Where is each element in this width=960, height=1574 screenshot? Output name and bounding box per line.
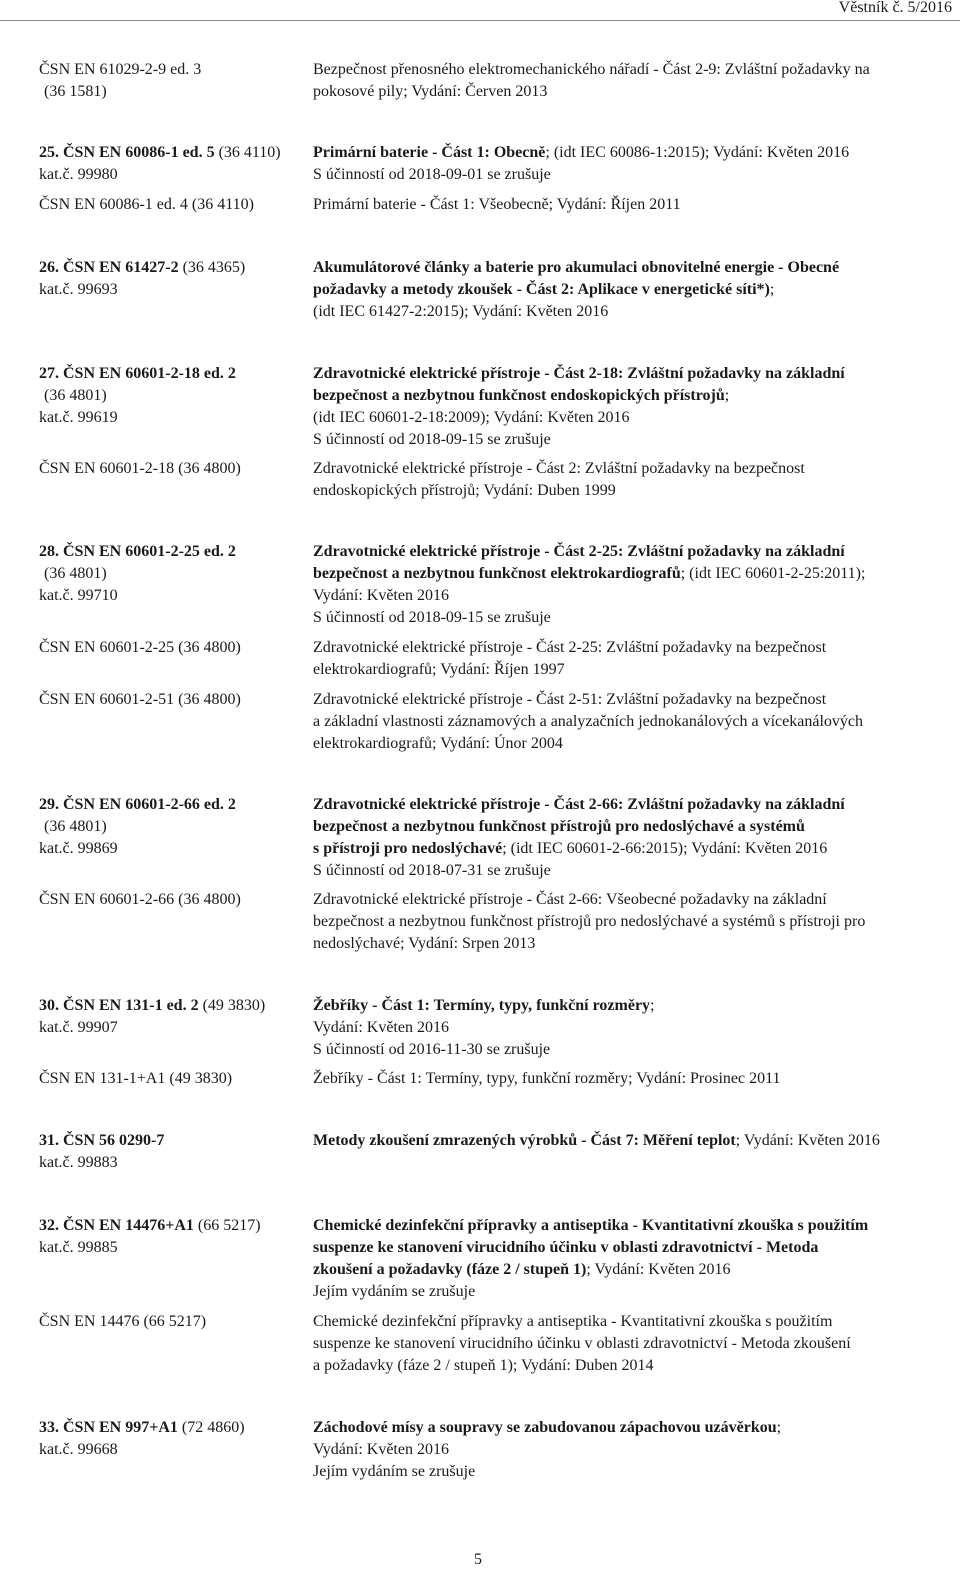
standard-ref-line [39,1130,164,1152]
standard-ref-line [39,458,241,480]
standard-desc-line [313,889,827,911]
standard-ref-line [39,1068,232,1090]
standard-desc-line [313,1355,654,1377]
text: nedoslýchavé; Vydání: Srpen 2013 [313,935,536,952]
standard-desc-line [313,81,547,103]
text: ; (idt IEC 60086-1:2015); Vydání: Květen 2016 [545,144,850,161]
standard-ref-line [39,541,236,563]
bold-text: 32. ČSN EN 14476+A1 [39,1217,194,1234]
standard-desc-line [313,279,774,301]
standard-ref-line [39,689,241,711]
text: kat.č. 99883 [39,1154,118,1171]
standard-ref-line [39,889,241,911]
standard-ref-line [39,407,118,429]
text: Zdravotnické elektrické přístroje - Část 2: Zvláštní požadavky na bezpečnost [313,460,805,477]
standard-desc-line [313,711,863,733]
text: ; (idt IEC 60601-2-25:2011); [680,565,866,582]
text: ČSN EN 60086-1 ed. 4 (36 4110) [39,196,254,213]
text: kat.č. 99907 [39,1019,118,1036]
text: Zdravotnické elektrické přístroje - Část 2-66: Všeobecné požadavky na základní [313,891,827,908]
bold-text: bezpečnost a nezbytnou funkčnost endoskopických přístrojů [313,387,725,404]
text: Zdravotnické elektrické přístroje - Část 2-25: Zvláštní požadavky na bezpečnost [313,639,827,656]
bold-text: zkoušení a požadavky (fáze 2 / stupeň 1) [313,1261,587,1278]
standard-ref-line [39,1237,118,1259]
text: (36 1581) [44,83,107,100]
text: ČSN EN 61029-2-9 ed. 3 [39,61,202,78]
standard-desc-line [313,142,849,164]
text: elektrokardiografů; Vydání: Únor 2004 [313,735,563,752]
standard-desc-line [313,407,630,429]
standard-desc-line [313,733,563,755]
standard-desc-line [313,637,826,659]
standard-ref-line [39,279,118,301]
bold-text: 27. ČSN EN 60601-2-18 ed. 2 [39,365,236,382]
standard-ref-line [39,164,118,186]
text: Bezpečnost přenosného elektromechanického nářadí - Část 2-9: Zvláštní požadavky na [313,61,870,78]
text: Jejím vydáním se zrušuje [313,1463,476,1480]
text: Vydání: Květen 2016 [313,1019,449,1036]
text: kat.č. 99693 [39,281,118,298]
standard-desc-line [313,1017,449,1039]
standard-desc-line [313,911,865,933]
text: Primární baterie - Část 1: Všeobecně; Vydání: Říjen 2011 [313,196,681,213]
standard-desc-line [313,816,805,838]
standard-desc-line [313,480,616,502]
text: ; [769,281,775,298]
text: ČSN EN 60601-2-18 (36 4800) [39,460,241,477]
standard-desc-line [313,1333,851,1355]
bold-text: s přístroji pro nedoslýchavé [313,840,503,857]
text: ČSN EN 60601-2-51 (36 4800) [39,691,241,708]
standard-desc-line [313,585,449,607]
standard-ref-line [39,995,265,1017]
text: Zdravotnické elektrické přístroje - Část 2-51: Zvláštní požadavky na bezpečnost [313,691,827,708]
standard-desc-line [313,689,826,711]
standard-desc-line [313,164,551,186]
standard-desc-line [313,458,805,480]
bold-text: Zdravotnické elektrické přístroje - Část 2-18: Zvláštní požadavky na základní [313,365,845,382]
text: Jejím vydáním se zrušuje [313,1283,476,1300]
text: kat.č. 99980 [39,166,118,183]
standard-ref-line [39,194,254,216]
bold-text: 26. ČSN EN 61427-2 [39,259,179,276]
standard-desc-line [313,563,865,585]
text: (36 4110) [214,144,281,161]
text: (36 4365) [178,259,246,276]
bold-text: požadavky a metody zkoušek - Část 2: Aplikace v energetické síti*) [313,281,770,298]
standard-ref-line [39,1417,245,1439]
text: S účinností od 2016-11-30 se zrušuje [313,1041,551,1058]
text: a požadavky (fáze 2 / stupeň 1); Vydání: Duben 2014 [313,1357,654,1374]
standard-desc-line [313,1417,781,1439]
standard-desc-line [313,659,565,681]
text: kat.č. 99668 [39,1441,118,1458]
bold-text: bezpečnost a nezbytnou funkčnost přístrojů pro nedoslýchavé a systémů [313,818,805,835]
standard-ref-line [39,1215,261,1237]
text: ; [724,387,730,404]
standard-ref-line [39,363,236,385]
text: ; Vydání: Květen 2016 [586,1261,731,1278]
bold-text: 25. ČSN EN 60086-1 ed. 5 [39,144,215,161]
text: (idt IEC 61427-2:2015); Vydání: Květen 2016 [313,303,609,320]
standard-desc-line [313,194,681,216]
bold-text: Záchodové mísy a soupravy se zabudovanou zápachovou uzávěrkou [313,1419,777,1436]
standard-ref-line [39,637,241,659]
text: S účinností od 2018-09-15 se zrušuje [313,431,551,448]
standard-ref-line [39,59,201,81]
bold-text: Metody zkoušení zmrazených výrobků - Část 7: Měření teplot [313,1132,736,1149]
standard-ref-line [44,816,107,838]
text: elektrokardiografů; Vydání: Říjen 1997 [313,661,565,678]
standard-ref-line [44,385,107,407]
text: (36 4801) [44,387,107,404]
bold-text: Zdravotnické elektrické přístroje - Část 2-25: Zvláštní požadavky na základní [313,543,845,560]
standard-desc-line [313,794,845,816]
text: ČSN EN 131-1+A1 (49 3830) [39,1070,233,1087]
standard-ref-line [39,257,245,279]
journal-title: Věstník č. 5/2016 [838,0,952,16]
standard-desc-line [313,363,845,385]
text: endoskopických přístrojů; Vydání: Duben 1999 [313,482,616,499]
page-number: 5 [474,1551,482,1568]
standard-desc-line [313,385,729,407]
standard-ref-line [39,794,236,816]
text: a základní vlastnosti záznamových a analyzačních jednokanálových a vícekanálových [313,713,863,730]
bold-text: Žebříky - Část 1: Termíny, typy, funkční rozměry [313,997,651,1014]
bold-text: 30. ČSN EN 131-1 ed. 2 [39,997,199,1014]
standard-ref-line [39,1152,118,1174]
standard-ref-line [39,142,281,164]
standard-desc-line [313,838,827,860]
text: Vydání: Květen 2016 [313,1441,449,1458]
text: (36 4801) [44,565,107,582]
bold-text: 29. ČSN EN 60601-2-66 ed. 2 [39,796,236,813]
standard-desc-line [313,257,839,279]
text: ČSN EN 14476 (66 5217) [39,1313,207,1330]
standard-desc-line [313,301,608,323]
standard-desc-line [313,1461,475,1483]
standard-desc-line [313,1281,475,1303]
header-rule [0,20,960,21]
text: S účinností od 2018-09-01 se zrušuje [313,166,551,183]
bold-text: 33. ČSN EN 997+A1 [39,1419,178,1436]
bold-text: suspenze ke stanovení virucidního účinku v oblasti zdravotnictví - Metoda [313,1239,819,1256]
text: Vydání: Květen 2016 [313,587,449,604]
text: (36 4801) [44,818,107,835]
text: bezpečnost a nezbytnou funkčnost přístrojů pro nedoslýchavé a systémů s přístroji pro [313,913,866,930]
standard-ref-line [39,585,118,607]
standard-ref-line [44,81,107,103]
text: (49 3830) [198,997,266,1014]
bold-text: 28. ČSN EN 60601-2-25 ed. 2 [39,543,236,560]
standard-ref-line [44,563,107,585]
bold-text: bezpečnost a nezbytnou funkčnost elektrokardiografů [313,565,681,582]
text: (idt IEC 60601-2-18:2009); Vydání: Květen 2016 [313,409,630,426]
text: kat.č. 99885 [39,1239,118,1256]
standard-desc-line [313,1259,731,1281]
standard-desc-line [313,933,535,955]
text: S účinností od 2018-09-15 se zrušuje [313,609,551,626]
text: ČSN EN 60601-2-25 (36 4800) [39,639,241,656]
standard-ref-line [39,1017,118,1039]
standard-ref-line [39,838,118,860]
standard-desc-line [313,541,845,563]
text: ČSN EN 60601-2-66 (36 4800) [39,891,241,908]
standard-desc-line [313,1039,550,1061]
standard-desc-line [313,59,870,81]
standard-desc-line [313,1215,868,1237]
text: kat.č. 99869 [39,840,118,857]
standard-desc-line [313,607,551,629]
standard-desc-line [313,1068,781,1090]
standard-desc-line [313,1130,880,1152]
standard-desc-line [313,860,551,882]
text: ; [650,997,655,1014]
text: Žebříky - Část 1: Termíny, typy, funkční rozměry; Vydání: Prosinec 2011 [313,1070,781,1087]
standard-desc-line [313,995,655,1017]
bold-text: 31. ČSN 56 0290-7 [39,1132,165,1149]
text: ; (idt IEC 60601-2-66:2015); Vydání: Květen 2016 [502,840,828,857]
standard-desc-line [313,1237,818,1259]
standard-desc-line [313,429,551,451]
text: S účinností od 2018-07-31 se zrušuje [313,862,551,879]
standard-ref-line [39,1439,118,1461]
bold-text: Primární baterie - Část 1: Obecně [313,144,546,161]
standard-desc-line [313,1439,449,1461]
bold-text: Zdravotnické elektrické přístroje - Část 2-66: Zvláštní požadavky na základní [313,796,845,813]
text: ; [776,1419,782,1436]
bold-text: Chemické dezinfekční přípravky a antiseptika - Kvantitativní zkouška s použitím [313,1217,869,1234]
text: ; Vydání: Květen 2016 [735,1132,880,1149]
text: kat.č. 99710 [39,587,118,604]
text: pokosové pily; Vydání: Červen 2013 [313,83,548,100]
text: suspenze ke stanovení virucidního účinku v oblasti zdravotnictví - Metoda zkoušení [313,1335,851,1352]
standard-desc-line [313,1311,832,1333]
text: (72 4860) [177,1419,245,1436]
text: (66 5217) [193,1217,261,1234]
text: kat.č. 99619 [39,409,118,426]
bold-text: Akumulátorové články a baterie pro akumulaci obnovitelné energie - Obecné [313,259,840,276]
standard-ref-line [39,1311,206,1333]
text: Chemické dezinfekční přípravky a antiseptika - Kvantitativní zkouška s použitím [313,1313,833,1330]
